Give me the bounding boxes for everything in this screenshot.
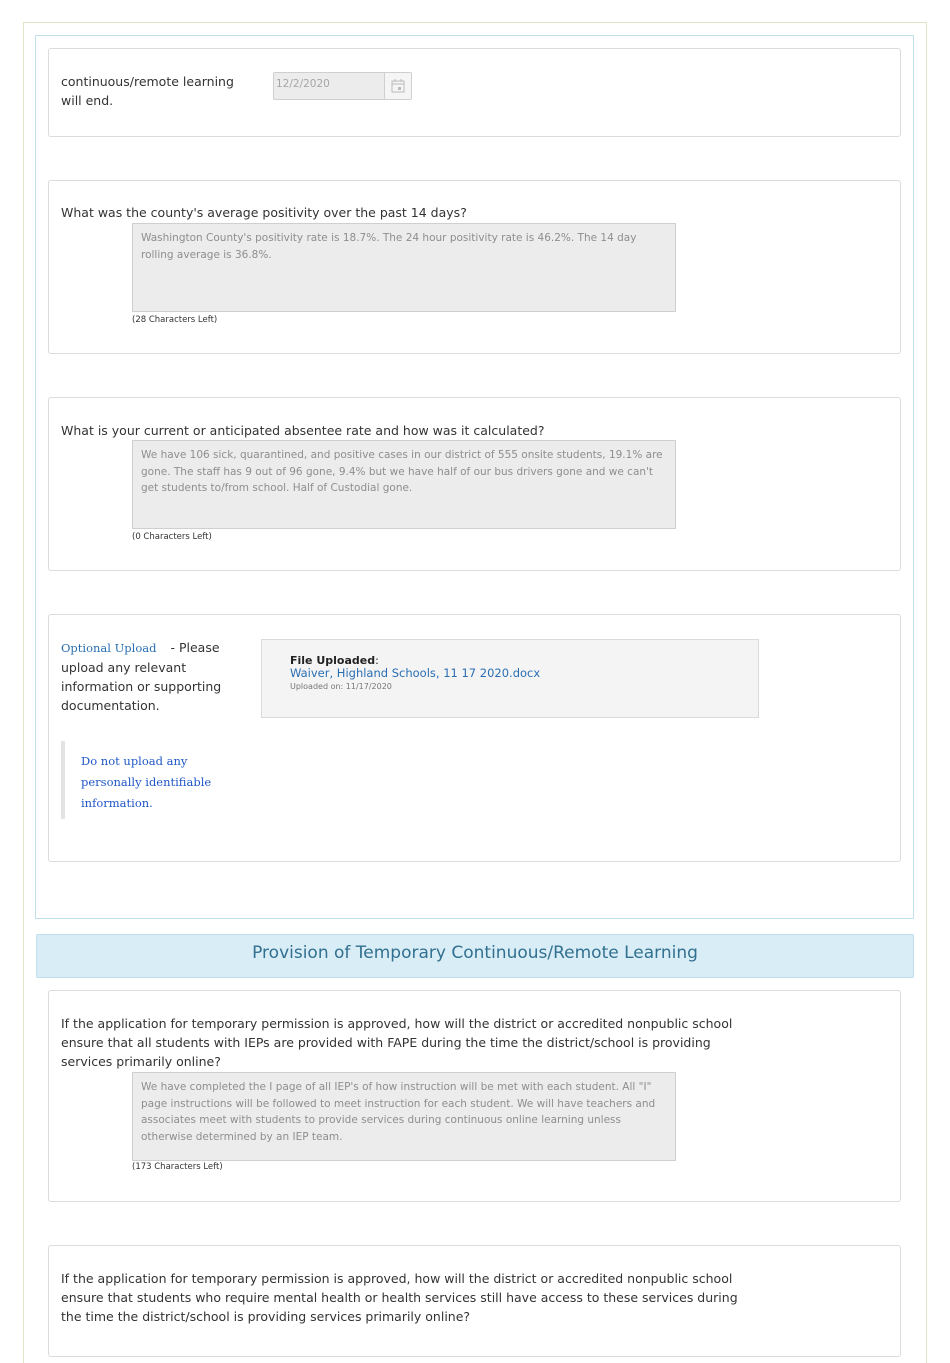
positivity-question: What was the county's average positivity over the past 14 days? [61,205,467,220]
pii-note-text: Do not upload any personally identifiable information. [81,754,212,810]
fape-textarea[interactable]: We have completed the I page of all IEP's of how instruction will be met with each student. All "I" page instructions will be followed to meet instruction for each student. We will have teachers and associates meet with students to provide services during continuous online learning unless otherwise determined by an IEP team. [132,1072,676,1161]
upload-label [61,638,236,715]
fape-char-count: (173 Characters Left) [132,1162,223,1172]
fape-question: If the application for temporary permission is approved, how will the district or accredited nonpublic school ensure that all students with IEPs are provided with FAPE during the time the district/school is providing services primarily online? [61,1016,733,1069]
calendar-icon[interactable] [384,73,411,99]
end-date-label: continuous/remote learning will end. [61,74,234,108]
positivity-textarea[interactable]: Washington County's positivity rate is 18.7%. The 24 hour positivity rate is 46.2%. The 14 day rolling average is 36.8%. [132,223,676,312]
uploaded-file-panel [261,639,759,718]
absentee-char-count: (0 Characters Left) [132,532,212,542]
positivity-char-count: (28 Characters Left) [132,315,218,325]
section-header [36,934,914,978]
end-date-value: 12/2/2020 [276,78,330,90]
absentee-textarea[interactable]: We have 106 sick, quarantined, and positive cases in our district of 555 onsite students, 19.1% are gone. The staff has 9 out of 96 gone, 9.4% but we have half of our bus drivers gone and we can't get students to/from school. Half of Custodial gone. [132,440,676,529]
file-uploaded-label: File Uploaded: [290,654,379,667]
pii-note [61,741,215,819]
uploaded-on-date: Uploaded on: 11/17/2020 [290,682,392,691]
upload-title: Optional Upload [61,641,157,655]
end-date-field[interactable] [273,72,412,100]
absentee-question: What is your current or anticipated absentee rate and how was it calculated? [61,423,545,438]
uploaded-file-link[interactable]: Waiver, Highland Schools, 11 17 2020.docx [290,666,541,680]
section-title: Provision of Temporary Continuous/Remote Learning [252,943,698,963]
mental-health-question: If the application for temporary permission is approved, how will the district or accredited nonpublic school ensure that students who require mental health or health services still have access to these services during the time the district/school is providing services primarily online? [61,1271,738,1324]
upload-description: - Please upload any relevant information or supporting documentation. [61,640,222,713]
